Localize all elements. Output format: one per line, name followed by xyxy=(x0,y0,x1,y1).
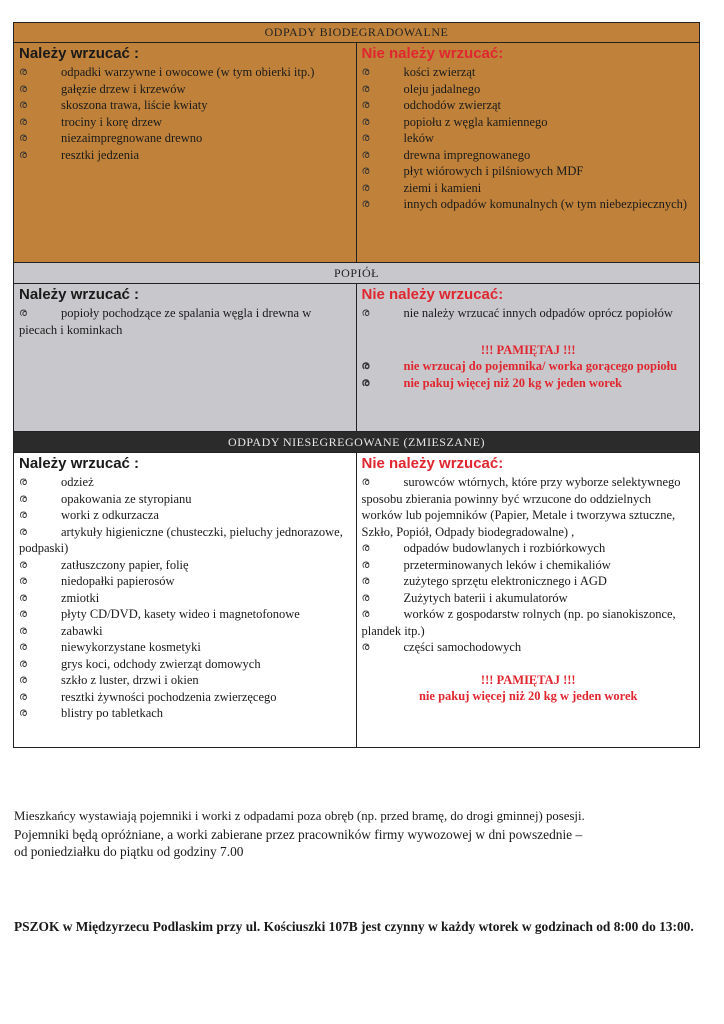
list-item xyxy=(19,81,352,98)
bullet-icon: ര xyxy=(361,147,370,161)
list-item xyxy=(362,590,696,607)
list-item-text: leków xyxy=(403,131,435,145)
list-item xyxy=(19,305,352,338)
list-item-text: grys koci, odchody zwierząt domowych xyxy=(61,656,261,671)
bullet-icon: ര xyxy=(361,306,370,319)
list-item-text: drewna impregnowanego xyxy=(403,147,531,162)
list-item xyxy=(362,606,696,639)
pszok-info: PSZOK w Międzyrzecu Podlaskim przy ul. Kościuszki 107B jest czynny w każdy wtorek w godzinach od 8:00 do 13:00. xyxy=(14,919,694,934)
waste-table xyxy=(13,22,700,748)
list-item xyxy=(19,147,352,164)
ash-header: POPIÓŁ xyxy=(14,263,699,284)
list-item xyxy=(19,524,352,557)
list-item xyxy=(19,672,352,689)
bullet-icon: ര xyxy=(19,623,27,637)
bullet-icon: ര xyxy=(19,65,27,78)
list-item xyxy=(19,114,352,131)
bullet-icon: ര xyxy=(19,131,27,144)
collection-info-line-1: Mieszkańcy wystawiają pojemniki i worki z odpadami poza obręb (np. przed bramę, do drogi gminnej) posesji. xyxy=(14,809,585,823)
list-item xyxy=(19,97,352,114)
mixed-allowed-list xyxy=(19,474,352,722)
list-item xyxy=(19,606,352,623)
list-item xyxy=(362,474,696,540)
list-item-text: odpadów budowlanych i rozbiórkowych xyxy=(403,541,606,555)
list-item xyxy=(362,180,696,197)
bullet-icon: ര xyxy=(19,640,27,653)
list-item-text: opakowania ze styropianu xyxy=(61,491,192,506)
list-item-text: nie wrzucaj do pojemnika/ worka gorącego popiołu xyxy=(403,359,678,373)
list-item xyxy=(362,97,696,114)
bullet-icon: ര xyxy=(361,557,370,571)
mixed-allowed-title: Należy wrzucać : xyxy=(19,455,140,472)
list-item xyxy=(19,491,352,508)
list-item-text: szkło z luster, drzwi i okien xyxy=(61,673,199,687)
bullet-icon: ര xyxy=(19,557,27,571)
bio-row xyxy=(14,43,699,263)
list-item xyxy=(362,114,696,131)
bullet-icon: ര xyxy=(361,475,370,488)
list-item xyxy=(19,474,352,491)
mixed-header: ODPADY NIESEGREGOWANE (ZMIESZANE) xyxy=(14,432,699,453)
list-item xyxy=(19,557,352,574)
list-item-text: niewykorzystane kosmetyki xyxy=(61,640,201,654)
list-item xyxy=(19,64,352,81)
list-item-text: przeterminowanych leków i chemikaliów xyxy=(403,557,611,572)
list-item-text: odchodów zwierząt xyxy=(403,98,502,112)
list-item xyxy=(362,557,696,574)
bio-allowed-cell xyxy=(14,43,357,262)
bullet-icon: ര xyxy=(361,607,370,620)
bio-allowed-list xyxy=(19,64,352,163)
bullet-icon: ര xyxy=(19,114,27,128)
list-item-text: oleju jadalnego xyxy=(403,81,481,96)
bullet-icon: ര xyxy=(19,98,27,111)
list-item-text: nie należy wrzucać innych odpadów oprócz popiołów xyxy=(403,306,673,320)
bullet-icon: ര xyxy=(361,131,370,144)
bullet-icon: ര xyxy=(19,524,27,538)
list-item-text: zmiotki xyxy=(61,590,100,605)
bullet-icon: ര xyxy=(361,375,370,389)
list-item-text: popiołu z węgla kamiennego xyxy=(403,114,548,129)
list-item-text: płyt wiórowych i pilśniowych MDF xyxy=(403,164,584,178)
list-item-text: ziemi i kamieni xyxy=(403,180,482,195)
list-item-text: kości zwierząt xyxy=(403,65,476,79)
list-item xyxy=(362,130,696,147)
bullet-icon: ര xyxy=(361,81,370,95)
ash-forbidden-list xyxy=(362,305,696,322)
list-item-text: Zużytych baterii i akumulatorów xyxy=(403,590,568,605)
bullet-icon: ര xyxy=(19,706,27,719)
list-item-text: trociny i korę drzew xyxy=(61,114,163,129)
list-item xyxy=(19,705,352,722)
list-item xyxy=(362,573,696,590)
list-item-text: artykuły higieniczne (chusteczki, pieluchy jednorazowe, podpaski) xyxy=(19,524,343,555)
bullet-icon: ര xyxy=(19,475,27,488)
bullet-icon: ര xyxy=(19,81,27,95)
list-item xyxy=(362,358,696,375)
list-item xyxy=(19,656,352,673)
bio-forbidden-title: Nie należy wrzucać: xyxy=(361,45,504,62)
bullet-icon: ര xyxy=(361,574,370,587)
list-item xyxy=(19,573,352,590)
bullet-icon: ര xyxy=(19,656,27,670)
bullet-icon: ര xyxy=(19,508,27,521)
list-item xyxy=(362,81,696,98)
bullet-icon: ര xyxy=(361,164,370,177)
list-item-text: resztki żywności pochodzenia zwierzęcego xyxy=(61,689,277,704)
ash-forbidden-title: Nie należy wrzucać: xyxy=(361,286,504,303)
bullet-icon: ര xyxy=(361,197,370,210)
list-item xyxy=(19,639,352,656)
list-item xyxy=(19,507,352,524)
list-item xyxy=(362,375,696,392)
bullet-icon: ര xyxy=(19,574,27,587)
list-item xyxy=(19,689,352,706)
list-item-text: niedopałki papierosów xyxy=(61,574,175,588)
ash-warning-title: !!! PAMIĘTAJ !!! xyxy=(480,342,576,357)
list-item-text: płyty CD/DVD, kasety wideo i magnetofonowe xyxy=(61,607,300,621)
collection-info-line-2: Pojemniki będą opróżniane, a worki zabierane przez pracowników firmy wywozowej w dni powszednie – xyxy=(14,826,583,842)
mixed-forbidden-title: Nie należy wrzucać: xyxy=(361,455,504,472)
mixed-warning-title: !!! PAMIĘTAJ !!! xyxy=(480,672,576,687)
ash-allowed-list xyxy=(19,305,352,338)
list-item-text: części samochodowych xyxy=(403,640,522,654)
ash-warning-list xyxy=(362,358,696,391)
list-item-text: skoszona trawa, liście kwiaty xyxy=(61,98,208,112)
list-item-text: worków z gospodarstw rolnych (np. po sianokiszonce, plandek itp.) xyxy=(361,607,676,638)
bullet-icon: ര xyxy=(19,689,27,703)
list-item-text: surowców wtórnych, które przy wyborze selektywnego sposobu zbierania powinny być wrzucone do oddzielnych worków lub pojemników (Papier, Metale i tworzywa sztuczne, Szkło, Popiół, Odpady biodegradowalne) , xyxy=(361,475,681,539)
bullet-icon: ര xyxy=(361,65,370,78)
bullet-icon: ര xyxy=(361,180,370,194)
bio-allowed-title: Należy wrzucać : xyxy=(19,45,140,62)
bio-forbidden-cell xyxy=(357,43,700,262)
list-item xyxy=(362,163,696,180)
bullet-icon: ര xyxy=(19,306,27,319)
list-item-text: blistry po tabletkach xyxy=(61,706,164,720)
collection-info xyxy=(14,808,714,861)
list-item-text: gałęzie drzew i krzewów xyxy=(61,81,186,96)
list-item xyxy=(362,64,696,81)
list-item-text: zabawki xyxy=(61,623,103,638)
collection-info-line-3: od poniedziałku do piątku od godziny 7.00 xyxy=(14,844,244,859)
list-item-text: popioły pochodzące ze spalania węgla i drewna w piecach i kominkach xyxy=(19,306,312,337)
mixed-allowed-cell xyxy=(14,453,357,747)
ash-allowed-title: Należy wrzucać : xyxy=(19,286,140,303)
list-item-text: niezaimpregnowane drewno xyxy=(61,131,203,145)
bullet-icon: ര xyxy=(19,491,27,505)
mixed-forbidden-list xyxy=(362,474,696,656)
list-item xyxy=(19,590,352,607)
bio-forbidden-list xyxy=(362,64,696,213)
list-item-text: odzież xyxy=(61,475,94,489)
list-item-text: resztki jedzenia xyxy=(61,147,140,162)
bullet-icon: ര xyxy=(361,640,370,653)
mixed-warning-text: nie pakuj więcej niż 20 kg w jeden worek xyxy=(418,689,638,703)
bio-header: ODPADY BIODEGRADOWALNE xyxy=(14,23,699,43)
list-item-text: worki z odkurzacza xyxy=(61,508,159,522)
list-item xyxy=(362,540,696,557)
list-item xyxy=(19,623,352,640)
list-item xyxy=(362,196,696,213)
ash-forbidden-cell xyxy=(357,284,700,431)
bullet-icon: ര xyxy=(361,590,370,604)
list-item xyxy=(19,130,352,147)
mixed-row xyxy=(14,453,699,747)
list-item-text: zatłuszczony papier, folię xyxy=(61,557,189,572)
list-item xyxy=(362,147,696,164)
bullet-icon: ര xyxy=(361,98,370,111)
mixed-forbidden-cell xyxy=(357,453,700,747)
ash-row xyxy=(14,284,699,432)
bullet-icon: ര xyxy=(19,590,27,604)
list-item-text: nie pakuj więcej niż 20 kg w jeden worek xyxy=(403,375,623,390)
bullet-icon: ര xyxy=(361,541,370,554)
ash-allowed-cell xyxy=(14,284,357,431)
list-item-text: zużytego sprzętu elektronicznego i AGD xyxy=(403,574,607,588)
bullet-icon: ര xyxy=(19,673,27,686)
list-item xyxy=(362,639,696,656)
bullet-icon: ര xyxy=(19,607,27,620)
bullet-icon: ര xyxy=(361,359,370,372)
list-item xyxy=(362,305,696,322)
list-item-text: odpadki warzywne i owocowe (w tym obierki itp.) xyxy=(61,65,315,79)
bullet-icon: ര xyxy=(361,114,370,128)
bullet-icon: ര xyxy=(19,147,27,161)
list-item-text: innych odpadów komunalnych (w tym niebezpiecznych) xyxy=(403,197,688,211)
